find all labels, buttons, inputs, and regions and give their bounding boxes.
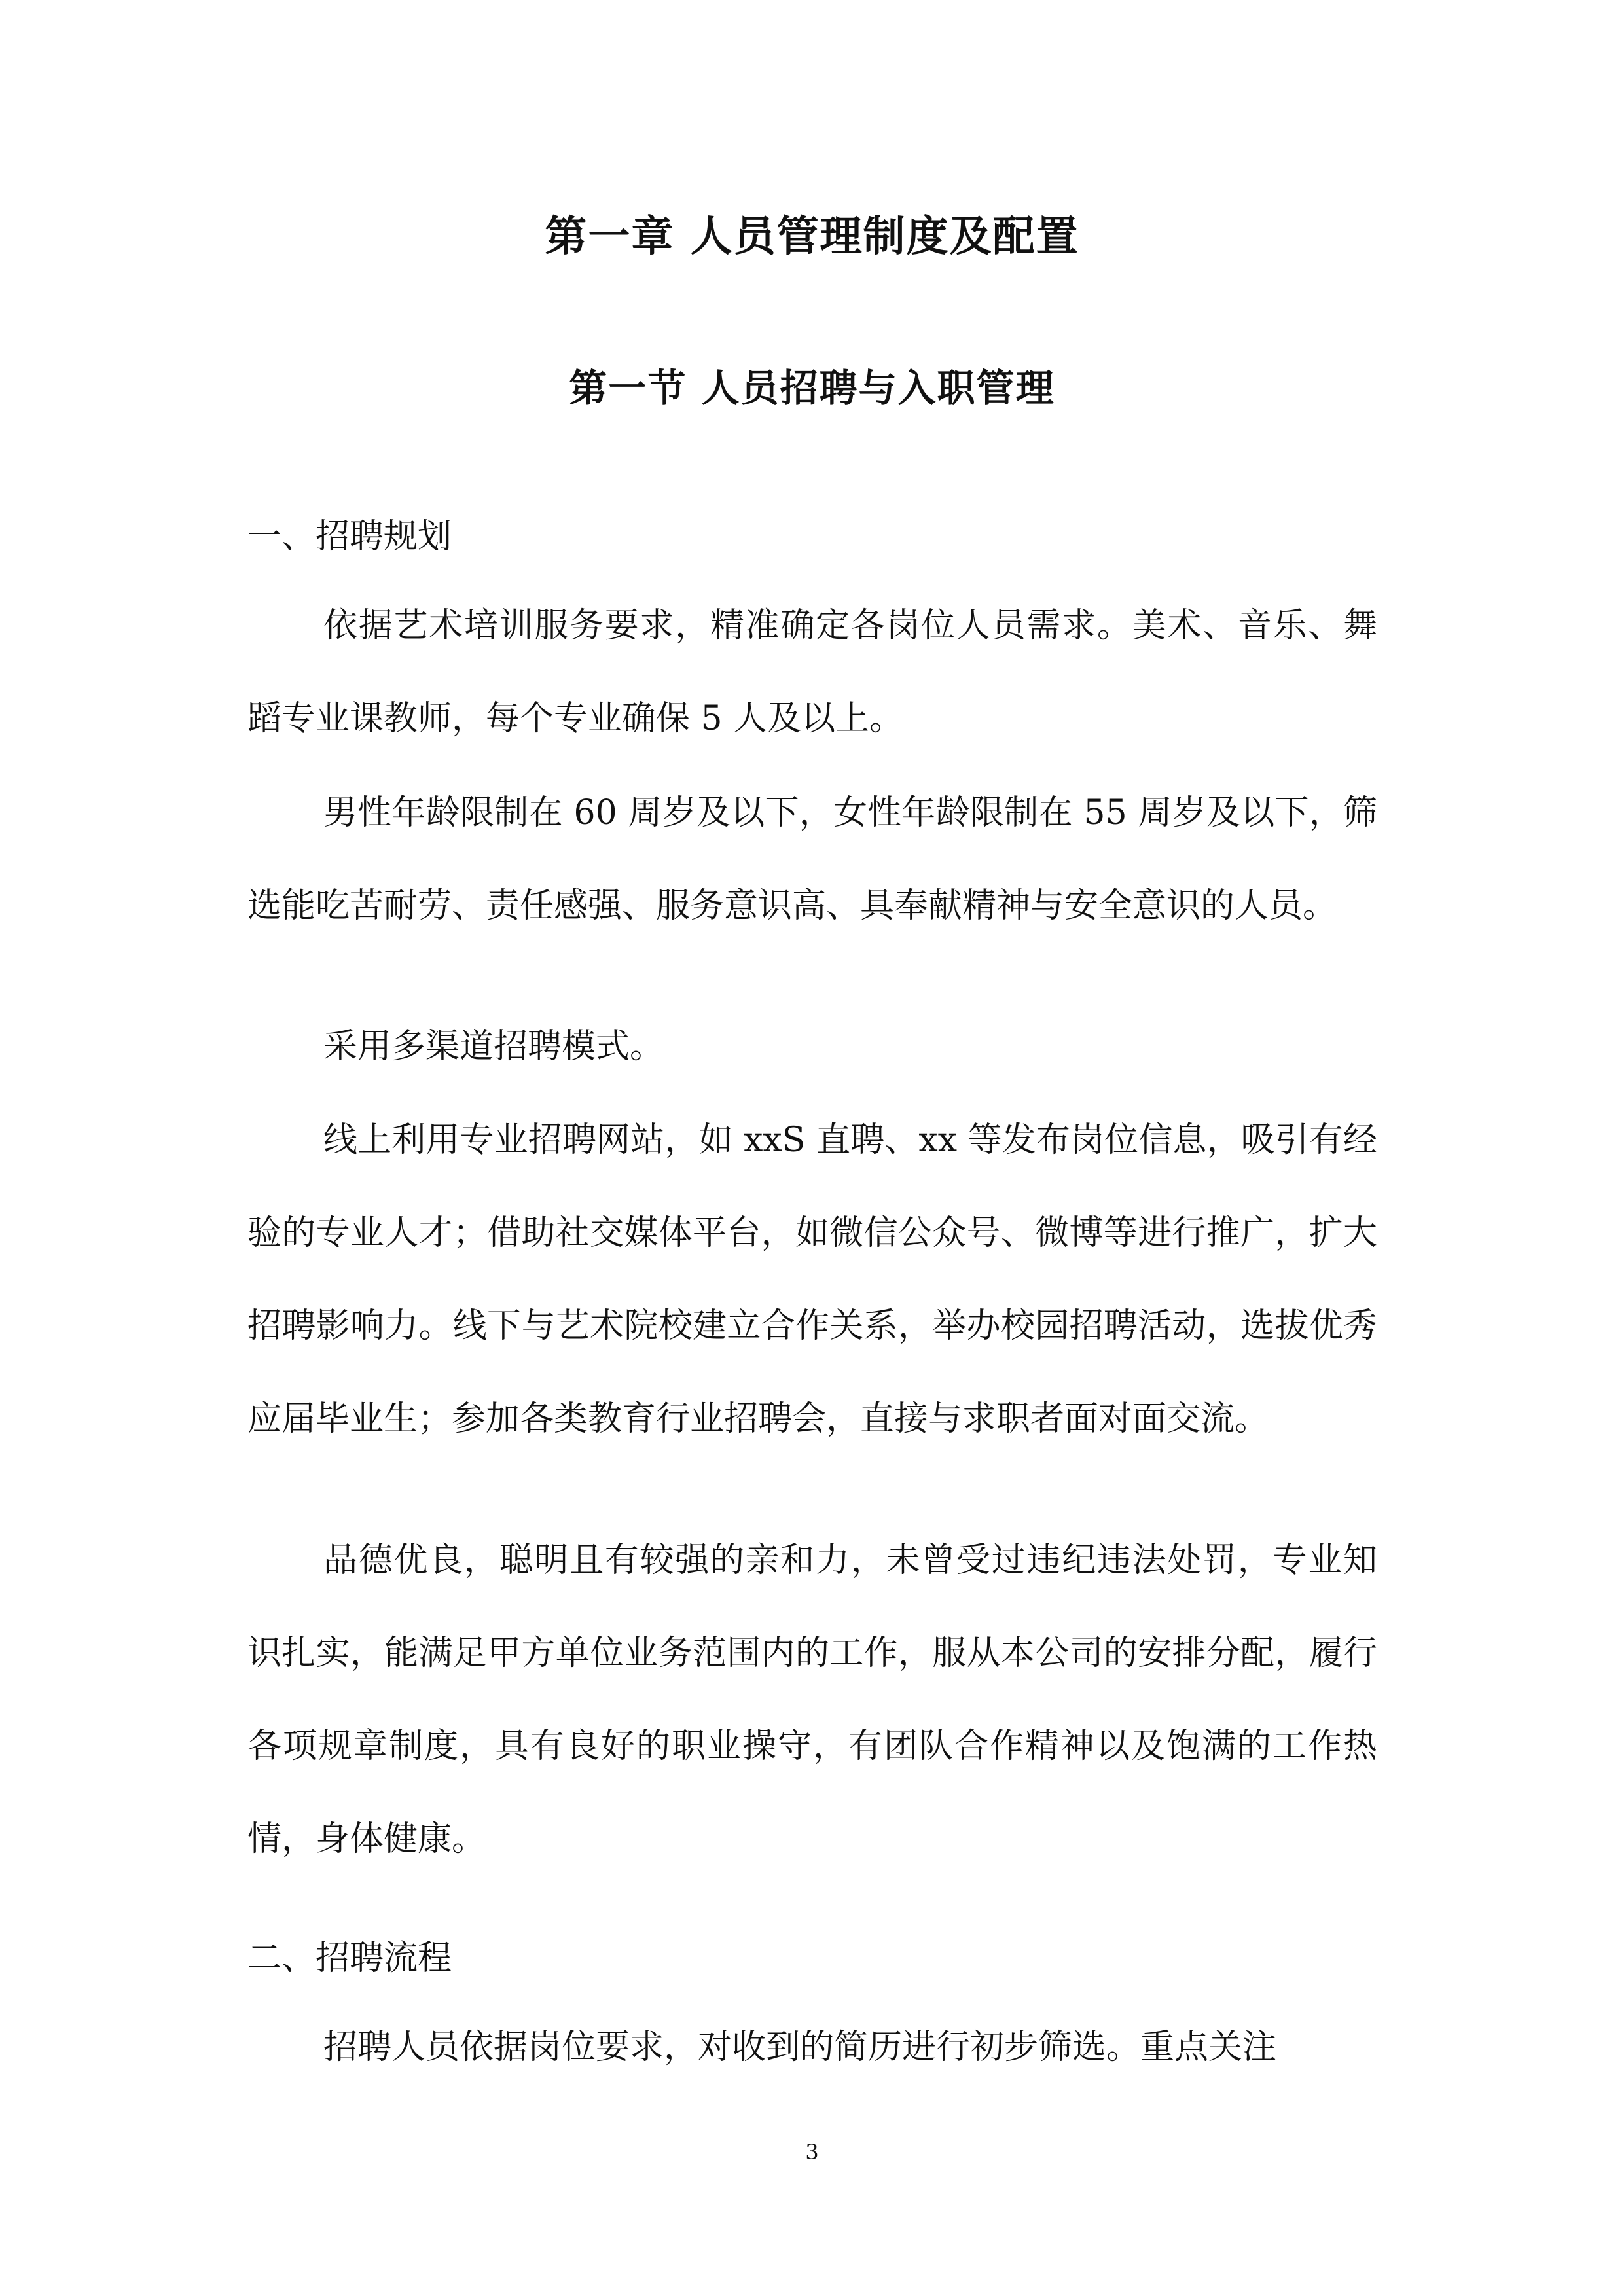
paragraph-candidate-qualities: 品德优良，聪明且有较强的亲和力，未曾受过违纪违法处罚，专业知识扎实，能满足甲方单位业务范围内的工作，服从本公司的安排分配，履行各项规章制度，具有良好的职业操守，有团队合作精神以及饱满的工作热情，身体健康。 [247, 1541, 1377, 1859]
heading-recruitment-process: 二、招聘流程 [247, 1939, 452, 1978]
paragraph-staffing-needs: 依据艺术培训服务要求，精准确定各岗位人员需求。美术、音乐、舞蹈专业课教师，每个专业确保 5 人及以上。 [247, 606, 1377, 738]
chapter-title: 第一章 人员管理制度及配置 [545, 212, 1079, 261]
paragraph-multichannel-recruiting: 采用多渠道招聘模式。 [323, 1027, 664, 1066]
heading-recruitment-planning: 一、招聘规划 [247, 517, 452, 556]
paragraph-resume-screening: 招聘人员依据岗位要求，对收到的简历进行初步筛选。重点关注 [323, 2028, 1277, 2067]
section-title: 第一节 人员招聘与入职管理 [569, 366, 1055, 410]
paragraph-age-requirements: 男性年龄限制在 60 周岁及以下，女性年龄限制在 55 周岁及以下，筛选能吃苦耐劳、责任感强、服务意识高、具奉献精神与安全意识的人员。 [247, 793, 1377, 925]
page-number: 3 [805, 2140, 819, 2164]
paragraph-online-offline-channels: 线上利用专业招聘网站，如 xxS 直聘、xx 等发布岗位信息，吸引有经验的专业人才；借助社交媒体平台，如微信公众号、微博等进行推广，扩大招聘影响力。线下与艺术院校建立合作关系，举办校园招聘活动，选拔优秀应届毕业生；参加各类教育行业招聘会，直接与求职者面对面交流。 [247, 1121, 1377, 1439]
